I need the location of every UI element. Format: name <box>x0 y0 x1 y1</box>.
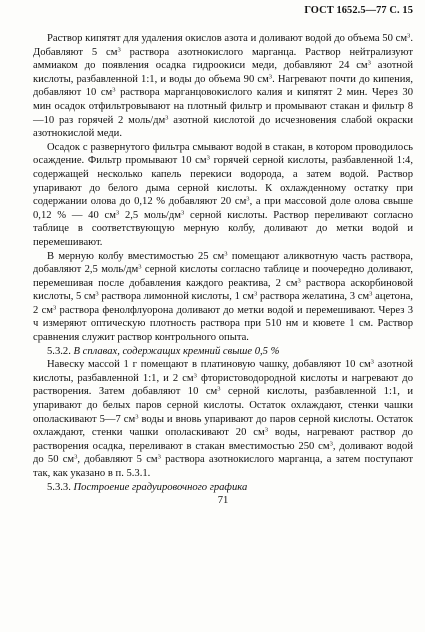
paragraph-silicon-alloys: Навеску массой 1 г помещают в платиновую чашку, добавляют 10 $см^3$ азотной кислоты, разбавленной 1:1, и 2 $см^3$ фтористоводородной кислоты и нагревают до растворения. Затем добавляют 10 $см^3$ серной кислоты, разбавленной 1:1, и упаривают до белых паров серной кислоты. Остаток охлаждают, стенки чашки ополаскивают 5—7 $см^3$ воды и вновь упаривают до паров серной кислоты. Остаток охлаждают, стенки чашки ополаскивают 20 $см^3$ воды, нагревают раствор до растворения осадка, переливают в стакан вместимостью 250 $см^3$, доливают водой до 50 $см^3$, добавляют 5 $см^3$ раствора азотнокислого марганца, а затем поступают так, как указано в п. 5.3.1. <box>33 358 414 479</box>
page-number: 71 <box>217 495 229 507</box>
paragraph-measurement: В мерную колбу вместимостью 25 $см^3$ помещают аликвотную часть раствора, добавляют 2,5 моль/$дм^3$ серной кислоты согласно таблице и поочередно доливают, перемешивая после добавления каждого реактива, 2 $см^3$ раствора аскорбиновой кислоты, 5 $см^3$ раствора лимонной кислоты, 1 $см^3$ раствора желатина, 3 $см^3$ ацетона, 2 $см^3$ раствора фенолфлуорона доливают до метки водой и перемешивают. Через 3 ч измеряют оптическую плотность раствора при 510 нм и кювете 1 см. Раствор сравнения служит раствор контрольного опыта. <box>33 250 414 344</box>
section-5-3-2-heading <box>33 345 413 359</box>
section-5-3-2-number: 5.3.2. <box>47 345 71 357</box>
section-5-3-3-title: Построение градуировочного графика <box>73 481 248 493</box>
section-5-3-3-heading <box>33 481 413 495</box>
running-header: ГОСТ 1652.5—77 С. 15 <box>304 5 413 16</box>
paragraph-boiling: Раствор кипятят для удаления окислов азота и доливают водой до объема 50 $см^3$. Добавляют 5 $см^3$ раствора азотнокислого марганца. Раствор нейтрализуют аммиаком до появления осадка гидроокиси меди, добавляют 24 $см^3$ азотной кислоты, разбавленной 1:1, и воды до объема 90 $см^3$. Нагревают почти до кипения, добавляют 10 $см^3$ раствора марганцовокислого калия и кипятят 2 мин. Через 30 мин осадок отфильтровывают на плотный фильтр и промывают стакан и фильтр 8—10 раз горячей 2 моль/$дм^3$ азотной кислотой до исчезновения слабой окраски азотнокислой меди. <box>33 32 413 140</box>
section-5-3-3-number: 5.3.3. <box>47 481 71 493</box>
paragraph-precipitate: Осадок с развернутого фильтра смывают водой в стакан, в котором проводилось осаждение. Фильтр промывают 10 $см^3$ горячей серной кислоты, разбавленной 1:4, содержащей несколько капель перекиси водорода, а затем водой. Раствор упаривают до белого дыма серной кислоты. К охлажденному остатку при содержании олова до 0,12 % добавляют 20 $см^3$, а при массовой доле олова свыше 0,12 % — 40 $см^3$ 2,5 моль/$дм^3$ серной кислоты. Раствор переливают согласно таблице в соответствующую мерную колбу, доливают до метки водой и перемешивают. <box>33 141 413 248</box>
section-5-3-2-title: В сплавах, содержащих кремний свыше 0,5 % <box>73 345 280 357</box>
